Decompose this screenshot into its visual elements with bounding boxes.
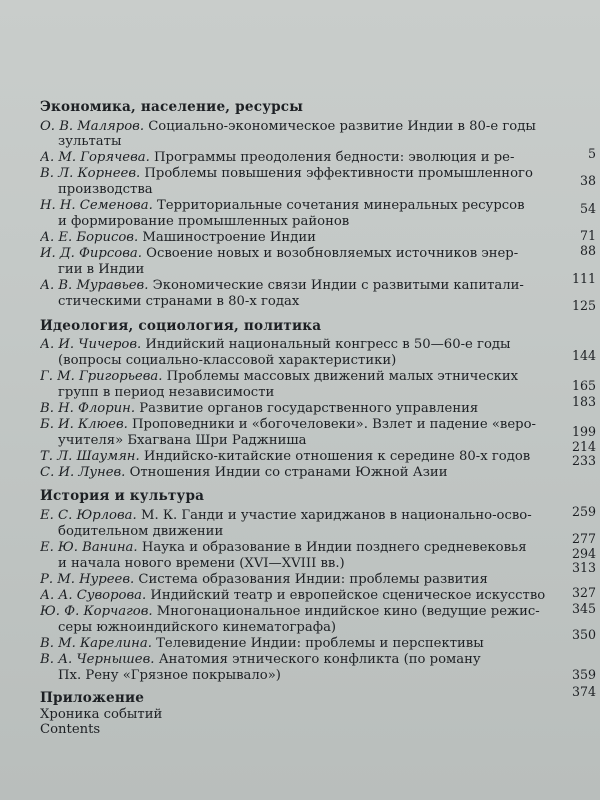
entry-title: Индийский театр и европейское сценическое искусство [150, 588, 545, 603]
entry-title: Многонациональное индийское кино (ведущие режис- [156, 604, 540, 619]
entry-title-cont: (вопросы социально-классовой характеристики) [58, 353, 397, 368]
page-number: 345 [571, 601, 596, 616]
page-number: 233 [571, 453, 596, 468]
entry-author: Е. С. Юрлова. [40, 508, 137, 523]
page-number: 327 [571, 585, 596, 600]
entry-title: Развитие органов государственного управления [139, 401, 479, 416]
entry-title-cont: зультаты [58, 134, 122, 149]
section-heading: Идеология, социология, политика [40, 318, 322, 334]
entry-author: И. Д. Фирсова. [40, 246, 142, 261]
toc-entry [40, 369, 545, 385]
section-heading: История и культура [40, 488, 205, 504]
entry-author: А. А. Суворова. [40, 588, 147, 603]
entry-title: Экономические связи Индии с развитыми капитали- [152, 278, 524, 293]
page-number: 71 [579, 228, 596, 243]
toc-entry [40, 119, 545, 135]
entry-author: Ю. Ф. Корчагов. [40, 604, 153, 619]
page-number: 183 [571, 394, 596, 409]
toc-entry [40, 337, 545, 353]
toc-entry [40, 417, 545, 433]
entry-author: А. М. Горячева. [40, 150, 150, 165]
entry-author: Р. М. Нуреев. [40, 572, 135, 587]
page-number: 259 [571, 504, 596, 519]
appendix-entry: Contents [40, 722, 101, 737]
entry-title-cont: и формирование промышленных районов [58, 214, 350, 229]
toc-entry [40, 198, 545, 214]
toc-entry [40, 652, 545, 668]
page-number: 294 [571, 546, 596, 561]
toc-entry [40, 246, 545, 262]
entry-title: Телевидение Индии: проблемы и перспективы [156, 636, 484, 651]
entry-author: В. А. Чернышев. [40, 652, 155, 667]
entry-title-cont: бодительном движении [58, 524, 224, 539]
entry-author: Г. М. Григорьева. [40, 369, 163, 384]
entry-title: Отношения Индии со странами Южной Азии [129, 465, 448, 480]
page-number: 199 [571, 424, 596, 439]
entry-author: А. В. Муравьев. [40, 278, 149, 293]
entry-title: Индийско-китайские отношения к середине 80-х годов [143, 449, 531, 464]
entry-author: О. В. Маляров. [40, 119, 145, 134]
page-number: 350 [571, 627, 596, 642]
page-number: 313 [571, 560, 596, 575]
entry-title-cont: групп в период независимости [58, 385, 275, 400]
entry-title: Территориальные сочетания минеральных ресурсов [156, 198, 525, 213]
toc-entry [40, 636, 545, 652]
entry-title: Проблемы повышения эффективности промышленного [144, 166, 533, 181]
toc-entry [40, 401, 545, 417]
entry-author: А. И. Чичеров. [40, 337, 142, 352]
entry-title-cont: учителя» Бхагвана Шри Раджниша [58, 433, 307, 448]
entry-author: В. М. Карелина. [40, 636, 152, 651]
toc-entry [40, 540, 545, 556]
page-number: 277 [571, 531, 596, 546]
toc-entry [40, 230, 545, 246]
page-number: 54 [579, 201, 596, 216]
toc-entry [40, 465, 545, 481]
entry-author: Е. Ю. Ванина. [40, 540, 138, 555]
entry-title: Система образования Индии: проблемы развития [138, 572, 488, 587]
entry-author: В. Л. Корнеев. [40, 166, 141, 181]
entry-title: Анатомия этнического конфликта (по роману [158, 652, 481, 667]
entry-author: Т. Л. Шаумян. [40, 449, 140, 464]
entry-title-cont: и начала нового времени (XVI—XVIII вв.) [58, 556, 345, 571]
toc-entry [40, 604, 545, 620]
page-number: 144 [571, 348, 596, 363]
toc-entry [40, 508, 545, 524]
page-number: 214 [571, 439, 596, 454]
entry-author: А. Е. Борисов. [40, 230, 139, 245]
toc-entry [40, 150, 545, 166]
entry-title-cont: Пх. Рену «Грязное покрывало») [58, 668, 281, 683]
entry-title: Социально-экономическое развитие Индии в 80-е годы [148, 119, 536, 134]
page-number: 359 [571, 667, 596, 682]
entry-author: В. Н. Флорин. [40, 401, 136, 416]
entry-author: Б. И. Клюев. [40, 417, 128, 432]
entry-title: Машиностроение Индии [142, 230, 316, 245]
page-number: 88 [579, 243, 596, 258]
entry-title-cont: гии в Индии [58, 262, 145, 277]
entry-title: Проповедники и «богочеловеки». Взлет и падение «веро- [132, 417, 536, 432]
toc-entry [40, 278, 545, 294]
page-number: 38 [579, 173, 596, 188]
entry-title: Индийский национальный конгресс в 50—60-е годы [145, 337, 511, 352]
entry-author: Н. Н. Семенова. [40, 198, 153, 213]
entry-title: Программы преодоления бедности: эволюция и ре- [154, 150, 515, 165]
entry-author: С. И. Лунев. [40, 465, 126, 480]
entry-title: Освоение новых и возобновляемых источников энер- [146, 246, 519, 261]
toc-entry [40, 449, 545, 465]
page-number: 125 [571, 298, 596, 313]
section-heading: Экономика, население, ресурсы [40, 99, 304, 115]
entry-title: Проблемы массовых движений малых этнических [166, 369, 519, 384]
section-heading: Приложение [40, 690, 145, 706]
entry-title-cont: серы южноиндийского кинематографа) [58, 620, 337, 635]
page-number: 374 [571, 684, 596, 699]
entry-title: М. К. Ганди и участие хариджанов в национально-осво- [140, 508, 532, 523]
page-number: 111 [571, 271, 596, 286]
entry-title-cont: производства [58, 182, 153, 197]
toc-entry [40, 588, 545, 604]
page-number: 165 [571, 378, 596, 393]
entry-title: Наука и образование в Индии позднего средневековья [141, 540, 527, 555]
page-number: 5 [587, 146, 596, 161]
appendix-entry: Хроника событий [40, 707, 163, 722]
entry-title-cont: стическими странами в 80-х годах [58, 294, 300, 309]
toc-entry [40, 166, 545, 182]
toc-entry [40, 572, 545, 588]
